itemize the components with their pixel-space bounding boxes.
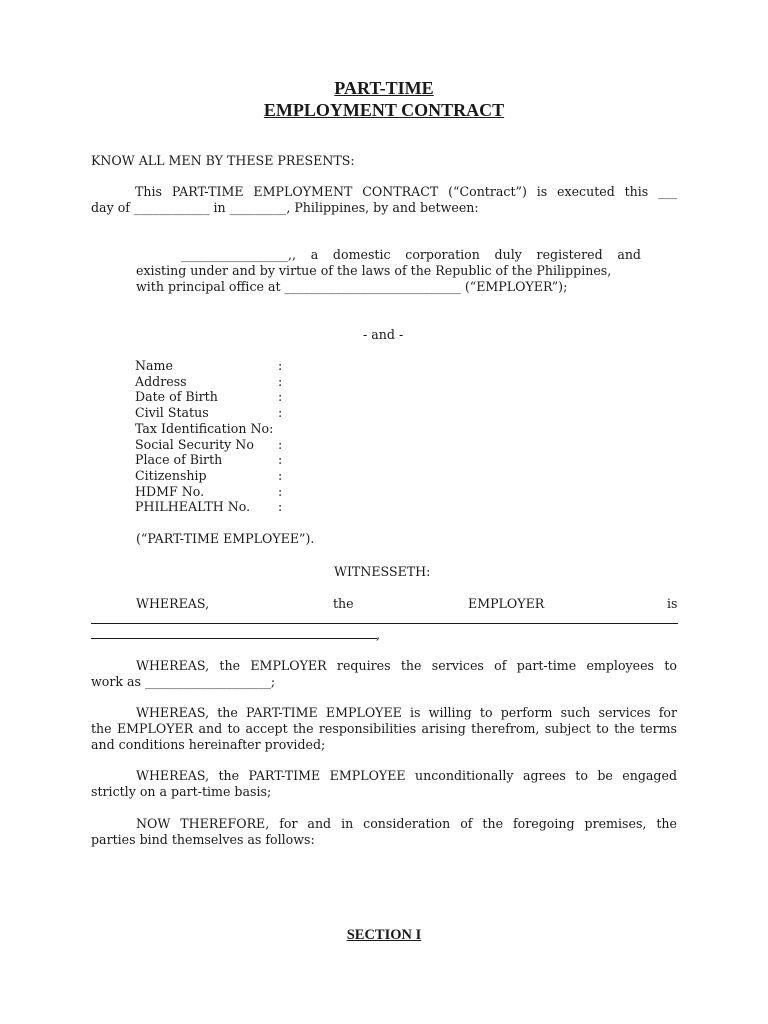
whereas-2-line-1: WHEREAS, the EMPLOYER requires the services of part-time employees to: [136, 658, 677, 673]
field-label: Tax Identification No:: [135, 421, 274, 436]
now-therefore-line-2: parties bind themselves as follows:: [91, 832, 315, 847]
field-colon: :: [278, 468, 283, 483]
field-colon: :: [278, 437, 283, 452]
whereas-3-line-1: WHEREAS, the PART-TIME EMPLOYEE is willing to perform such services for: [136, 705, 677, 720]
whereas-1-employer: EMPLOYER: [468, 596, 545, 611]
execution-line-1: This PART-TIME EMPLOYMENT CONTRACT (“Contract”) is executed this ___: [135, 184, 677, 199]
field-label: Citizenship: [135, 468, 207, 483]
witnesseth-heading: WITNESSETH:: [334, 564, 431, 579]
field-colon: :: [278, 389, 283, 404]
whereas-2-line-2: work as ____________________;: [91, 674, 276, 689]
intro-text: KNOW ALL MEN BY THESE PRESENTS:: [91, 153, 355, 168]
now-therefore-line-1: NOW THEREFORE, for and in consideration of the foregoing premises, the: [136, 816, 677, 831]
field-label: HDMF No.: [135, 484, 205, 499]
field-colon: :: [278, 405, 283, 420]
document-title-line-1: PART-TIME: [334, 78, 434, 98]
whereas-1-word: WHEREAS,: [136, 596, 210, 611]
and-separator: - and -: [363, 327, 404, 342]
whereas-1-the: the: [333, 596, 354, 611]
whereas-1-end: ,: [376, 627, 381, 642]
whereas-4-line-1: WHEREAS, the PART-TIME EMPLOYEE unconditionally agrees to be engaged: [136, 768, 677, 783]
field-label: Place of Birth: [135, 452, 223, 467]
field-label: Civil Status: [135, 405, 209, 420]
document-title-line-2: EMPLOYMENT CONTRACT: [263, 100, 505, 120]
whereas-4-line-2: strictly on a part-time basis;: [91, 784, 272, 799]
execution-line-2: day of ____________ in _________, Philippines, by and between:: [91, 200, 479, 215]
section-heading: SECTION I: [346, 927, 422, 943]
field-label: Date of Birth: [135, 389, 218, 404]
field-label: Address: [135, 374, 187, 389]
field-colon: :: [278, 452, 283, 467]
whereas-1-is: is: [667, 596, 678, 611]
field-label: Name: [135, 358, 173, 373]
field-colon: :: [278, 484, 283, 499]
field-colon: :: [278, 499, 283, 514]
whereas-3-line-3: and conditions hereinafter provided;: [91, 737, 326, 752]
employee-label: (“PART-TIME EMPLOYEE”).: [136, 531, 315, 546]
employer-line-3: with principal office at ____________________________ (“EMPLOYER”);: [136, 279, 568, 294]
field-label: Social Security No: [135, 437, 254, 452]
field-colon: :: [278, 374, 283, 389]
employer-line-2: existing under and by virtue of the laws of the Republic of the Philippines,: [136, 263, 612, 278]
field-colon: :: [278, 358, 283, 373]
whereas-3-line-2: the EMPLOYER and to accept the responsibilities arising therefrom, subject to the terms: [91, 721, 677, 736]
blank-line: [91, 623, 678, 624]
field-label: PHILHEALTH No.: [135, 499, 251, 514]
blank-line: [91, 638, 377, 639]
employer-line-1: _________________,, a domestic corporation duly registered and: [181, 247, 641, 262]
